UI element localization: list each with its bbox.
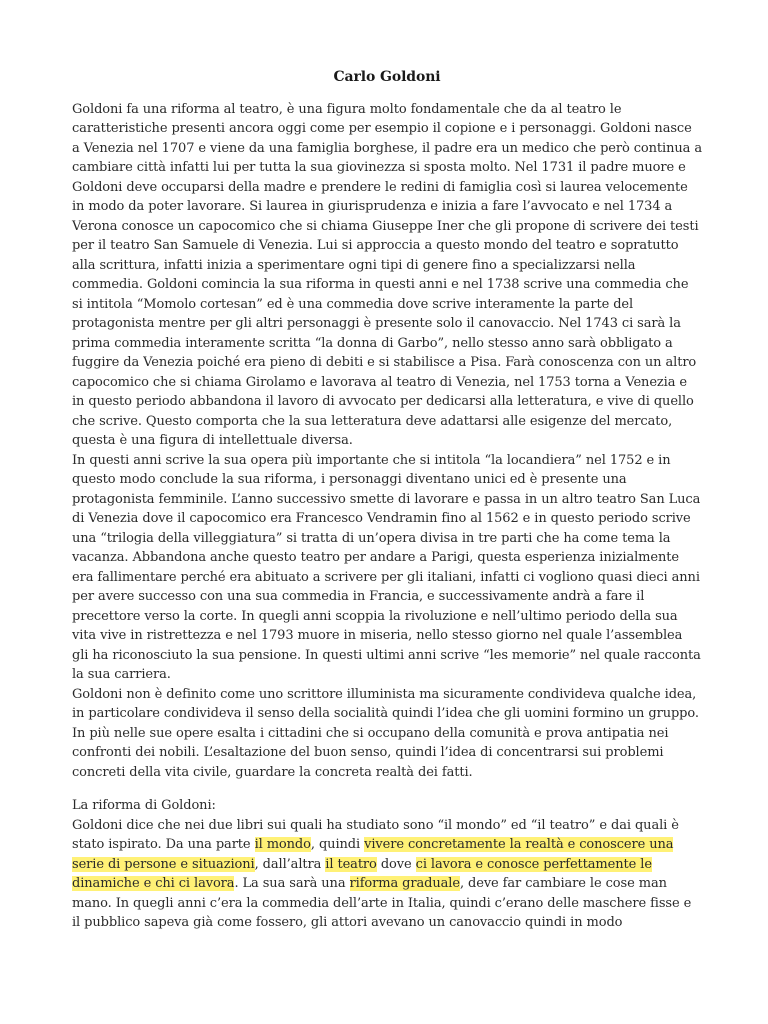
highlight-vivere-realta: vivere concretamente la realtà e conoscere una serie di persone e situazioni bbox=[72, 837, 674, 872]
section-heading: La riforma di Goldoni: bbox=[72, 798, 216, 813]
paragraph-locandiera: In questi anni scrive la sua opera più importante che si intitola “la locandiera” nel 1752 e in questo modo conclude la sua riforma, i personaggi diventano unici ed è presente una protagonista femminile. L’anno successivo smette di lavorare e passa in un altro teatro San Luca di Venezia dove il capocomico era Francesco Vendramin fino al 1562 e in questo periodo scrive una “trilogia della villeggiatura” si tratta di un’opera divisa in tre parti che ha come tema la vacanza. Abbandona anche questo teatro per andare a Parigi, questa esperienza inizialmente era fallimentare perché era abituato a scrivere per gli italiani, infatti ci vogliono quasi dieci anni per avere successo con una sua commedia in Francia, e successivamente andrà a fare il precettore verso la corte. In quegli anni scoppia la rivoluzione e nell’ultimo periodo della sua vita vive in ristrettezza e nel 1793 muore in miseria, nello stesso giorno nel quale l’assemblea gli ha riconosciuto la sua pensione. In questi ultimi anni scrive “les memorie” nel quale racconta la sua carriera. bbox=[72, 452, 701, 682]
highlight-dinamiche: ci lavora e conosce perfettamente le dinamiche e chi ci lavora bbox=[72, 856, 652, 891]
document-title: Carlo Goldoni bbox=[333, 69, 441, 85]
paragraph-illuminismo: Goldoni non è definito come uno scrittore illuminista ma sicuramente condivideva qualche idea, in particolare condivideva il senso della socialità quindi l’idea che gli uomini formino un gruppo. In più nelle sue opere esalta i cittadini che si occupano della comunità e prova antipatia nei confronti dei nobili. L’esaltazione del buon senso, quindi l’idea di concentrarsi sui problemi concreti della vita civile, guardare la concreta realtà dei fatti. bbox=[72, 686, 699, 780]
text-run: , deve far cambiare le cose man mano. In quegli anni c’era la commedia dell’arte in Italia, quindi c’erano delle maschere fisse e il pubblico sapeva già come fossero, gli attori avevano un canovaccio quindi in modo bbox=[72, 876, 692, 930]
text-run: Goldoni dice che nei due libri sui quali ha studiato sono “il mondo” ed “il teatro” e dai quali è stato ispirato. Da una parte bbox=[72, 817, 679, 852]
text-run: , dall’altra bbox=[254, 856, 326, 872]
highlight-riforma-graduale: riforma graduale bbox=[349, 876, 460, 891]
paragraph-gap bbox=[72, 782, 702, 796]
text-run: , quindi bbox=[310, 837, 365, 852]
paragraph-biography: Goldoni fa una riforma al teatro, è una figura molto fondamentale che da al teatro le caratteristiche presenti ancora oggi come per esempio il copione e i personaggi. Goldoni nasce a Venezia nel 1707 e viene da una famiglia borghese, il padre era un medico che però continua a cambiare città infatti lui per tutta la sua giovinezza si sposta molto. Nel 1731 il padre muore e Goldoni deve occuparsi della madre e prendere le redini di famiglia così si laurea velocemente in modo da poter lavorare. Si laurea in giurisprudenza e inizia a fare l’avvocato e nel 1734 a Verona conosce un capocomico che si chiama Giuseppe Iner che gli propone di scrivere dei testi per il teatro San Samuele di Venezia. Lui si approccia a questo mondo del teatro e sopratutto alla scrittura, infatti inizia a sperimentare ogni tipi di genere fino a specializzarsi nella commedia. Goldoni comincia la sua riforma in questi anni e nel 1738 scrive una commedia che si intitola “Momolo cortesan” ed è una commedia dove scrive interamente la parte del protagonista mentre per gli altri personaggi è presente solo il canovaccio. Nel 1743 ci sarà la prima commedia interamente scritta “la donna di Garbo”, nello stesso anno sarà obbligato a fuggire da Venezia poiché era pieno di debiti e si stabilisce a Pisa. Farà conoscenza con un altro capocomico che si chiama Girolamo e lavorava al teatro di Venezia, nel 1753 torna a Venezia e in questo periodo abbandona il lavoro di avvocato per dedicarsi alla letteratura, e vive di quello che scrive. Questo comporta che la sua letteratura deve adattarsi alle esigenze del mercato, questa è una figura di intellettuale diversa. bbox=[72, 101, 702, 448]
paragraph-riforma bbox=[72, 816, 702, 933]
document-page bbox=[72, 60, 702, 933]
text-run: dove bbox=[376, 856, 416, 872]
text-run: . La sua sarà una bbox=[234, 876, 350, 891]
highlight-il-mondo: il mondo bbox=[254, 837, 311, 852]
highlight-il-teatro: il teatro bbox=[325, 856, 377, 872]
